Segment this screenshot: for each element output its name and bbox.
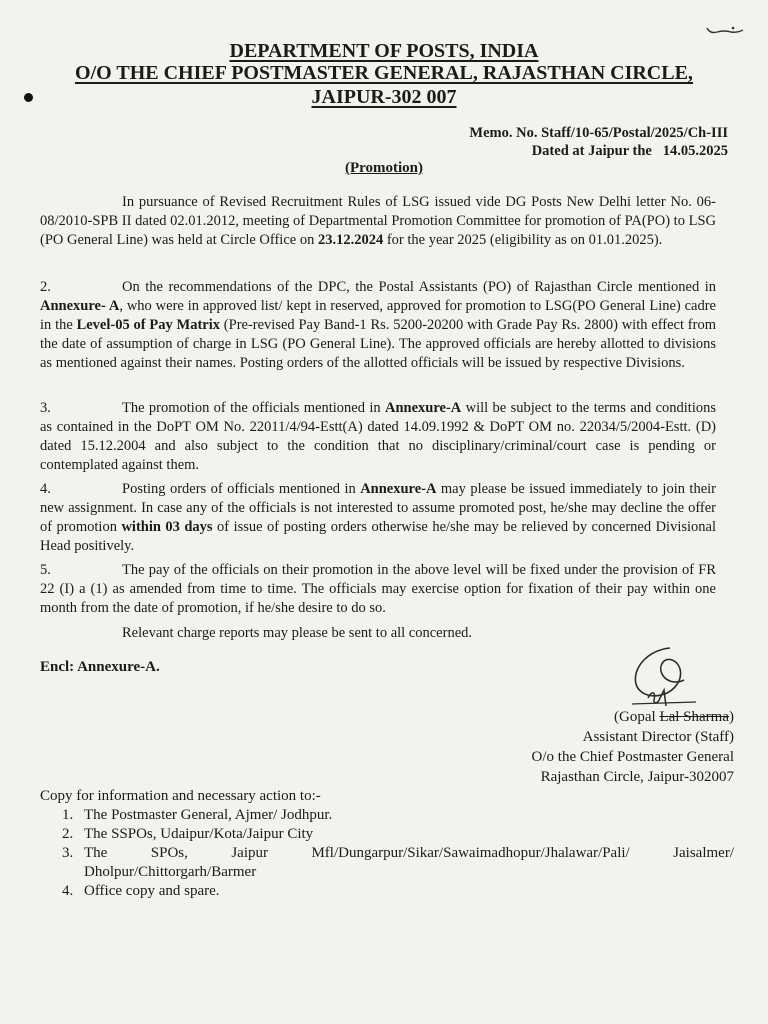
- memo-number: Memo. No. Staff/10-65/Postal/2025/Ch-III: [469, 125, 728, 141]
- paragraph-4: [40, 480, 716, 556]
- signatory-office: O/o the Chief Postmaster General: [531, 749, 734, 765]
- list-item-number: 4.: [62, 883, 74, 899]
- enclosure: Encl: Annexure-A.: [40, 659, 160, 675]
- memo-block: [469, 124, 728, 160]
- signatory-name-open: (Gopal: [614, 709, 660, 725]
- signatory-name-struck: Lal Sharma: [659, 709, 729, 725]
- copy-heading: Copy for information and necessary action to:-: [40, 788, 321, 804]
- list-item-number: 1.: [62, 807, 74, 823]
- p1-date: 23.12.2024: [317, 232, 384, 248]
- p1-text: In pursuance of Revised Recruitment Rules of LSG issued vide DG Posts New Delhi letter No. 06-08/2010-SPB II dated 02.01.2012, meeting of Departmental Promotion Committee for promotion of PA(PO) to LSG (PO General Line) was held at Circle Office on: [40, 194, 716, 248]
- p3-number: 3.: [40, 400, 51, 416]
- p3-text-c: will be subject to the terms and conditions as contained in the DoPT OM No. 22011/4/94-Estt(A) dated 14.09.1992 & DoPT OM no. 22034/5/2004-Estt. (D) dated 15.12.2004 and also subject to the condition that no disciplinary/criminal/court case is pending or contemplated against them.: [40, 400, 717, 473]
- department-title: DEPARTMENT OF POSTS, INDIA: [229, 40, 539, 62]
- memo-date: 14.05.2025: [662, 143, 728, 159]
- p4-days: within 03 days: [121, 519, 213, 535]
- subject: [0, 160, 768, 177]
- p2-text-a: On the recommendations of the DPC, the Postal Assistants (PO) of Rajasthan Circle mentioned in: [122, 279, 716, 295]
- list-item-text: The Postmaster General, Ajmer/ Jodhpur.: [84, 807, 333, 823]
- p5-number: 5.: [40, 562, 51, 578]
- list-item: [62, 844, 734, 882]
- list-item: [62, 825, 734, 844]
- p1-tail: for the year 2025 (eligibility as on 01.01.2025).: [383, 232, 663, 248]
- signature-mark: [618, 642, 708, 708]
- p4-text-c: may please be issued immediately to join their new assignment. In case any of the officials is not interested to assume promoted post, he/she may decline the offer of promotion: [40, 481, 717, 535]
- copy-list: [62, 806, 734, 901]
- signatory-location: Rajasthan Circle, Jaipur-302007: [540, 769, 734, 785]
- paragraph-6: [40, 624, 716, 643]
- signatory-name: [532, 707, 734, 727]
- signature-block: [532, 707, 734, 787]
- paragraph-2: [40, 278, 716, 373]
- paragraph-5: [40, 561, 716, 618]
- paragraph-3: [40, 399, 716, 475]
- p4-annexure: Annexure-A: [360, 481, 437, 497]
- p2-level: Level-05 of Pay Matrix: [76, 317, 221, 333]
- list-item-number: 2.: [62, 826, 74, 842]
- memo-dated-label: Dated at Jaipur the: [531, 143, 652, 159]
- office-title: O/O THE CHIEF POSTMASTER GENERAL, RAJASTHAN CIRCLE,: [75, 62, 693, 84]
- p2-number: 2.: [40, 279, 51, 295]
- signatory-name-close: ): [729, 709, 734, 725]
- p3-annexure: Annexure-A: [385, 400, 462, 416]
- p4-number: 4.: [40, 481, 51, 497]
- p4-text-d: of issue of posting orders otherwise he/she may be relieved by concerned Divisional Head positively.: [40, 519, 716, 554]
- memo-date-line: [469, 142, 728, 160]
- p2-text-d: (Pre-revised Pay Band-1 Rs. 5200-20200 with Grade Pay Rs. 2800) with effect from the date of assumption of charge in LSG (PO General Line). The approved officials are hereby allotted to divisions as mentioned against their names. Posting orders of the allotted officials will be issued by respective Divisions.: [40, 317, 716, 371]
- signatory-designation: Assistant Director (Staff): [582, 729, 734, 745]
- p2-annexure: Annexure- A: [40, 298, 120, 314]
- p2-text-c: , who were in approved list/ kept in reserved, approved for promotion to LSG(PO General Line) cadre in the: [40, 298, 716, 333]
- list-item: [62, 882, 734, 901]
- list-item-text: Office copy and spare.: [84, 883, 220, 899]
- list-item-text: The SPOs, Jaipur Mfl/Dungarpur/Sikar/Sawaimadhopur/Jhalawar/Pali/ Jaisalmer/ Dholpur/Chittorgarh/Barmer: [84, 845, 734, 880]
- p6-text: Relevant charge reports may please be sent to all concerned.: [122, 625, 473, 641]
- p3-text-a: The promotion of the officials mentioned in: [122, 400, 385, 416]
- p4-text-a: Posting orders of officials mentioned in: [122, 481, 361, 497]
- list-item-number: 3.: [62, 845, 74, 861]
- list-item-text: The SSPOs, Udaipur/Kota/Jaipur City: [84, 826, 314, 842]
- corner-pen-mark: [703, 22, 751, 38]
- p5-text: The pay of the officials on their promotion in the above level will be fixed under the provision of FR 22 (I) a (1) as amended from time to time. The officials may exercise option for fixation of their pay within one month from the date of promotion, if he/she desire to do so.: [40, 562, 716, 616]
- office-location: JAIPUR-302 007: [311, 86, 457, 108]
- list-item: [62, 806, 734, 825]
- subject-text: (Promotion): [344, 160, 424, 176]
- paragraph-1: [40, 193, 716, 250]
